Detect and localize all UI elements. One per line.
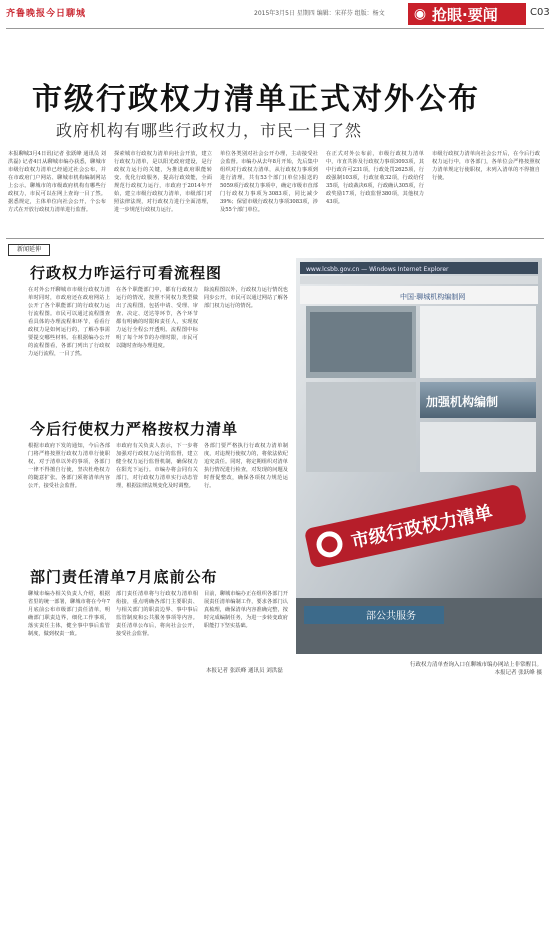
news-extension-tag: 新闻延伸 bbox=[8, 244, 50, 256]
site-header: 中国·聊城机构编制网 bbox=[400, 293, 466, 301]
section3-title: 部门责任清单7月底前公布 bbox=[30, 568, 218, 586]
photo-illustration bbox=[296, 258, 542, 654]
section3-col-2: 部门责任清单将与行政权力清单相衔接，重点明确各部门主要职责、与相关部门的职责边界、事中事后监管制度和公共服务事项等内容。责任清单公布后，将向社会公开，接受社会监督。 bbox=[116, 591, 198, 637]
section1-col-1: 在对外公开聊城市市级行政权力清单时同时，市政府还在政府网站上公开了各个职能部门的行政权力运行流程图。市民可以通过流程图查看具体的办理流程和环节，看看行政权力是如何运行的，了解办事需要提交哪些材料。在根据编办公开的流程图看，各部门列出了行政权力运行流程，一目了然。 bbox=[28, 287, 110, 357]
lead-rule bbox=[6, 238, 544, 239]
section2-col-3: 各部门要严格执行行政权力清单制度，对违规行使权力的，将依法依纪追究责任。同时，将定期组织对清单执行情况进行检查，对发现的问题及时督促整改，确保各项权力规范运行。 bbox=[204, 443, 288, 489]
section-label bbox=[408, 3, 550, 25]
header-rule bbox=[6, 28, 544, 29]
section3-col-3: 目前，聊城市编办正在组织各部门开展责任清单编制工作，要求各部门认真梳理，确保清单内容准确完整，按时完成编制任务，为进一步转变政府职能打下坚实基础。 bbox=[204, 591, 288, 629]
section1-col-3: 除流程图以外，行政权力运行情况也同步公开，市民可以通过网站了解各部门权力运行的情况。 bbox=[204, 287, 288, 309]
eye-icon: ◉ bbox=[413, 6, 427, 22]
section-bar bbox=[408, 3, 526, 25]
section2-col-1: 根据市政府下发的通知，今后各部门将严格按照行政权力清单行使职权，对于清单以外的事项，各部门一律不得擅自行使，坚决杜绝权力的随意扩张。各部门须将清单内容公开，接受社会监督。 bbox=[28, 443, 110, 489]
author-credit: 本报记者 张跃峰 通讯员 刘洪磊 bbox=[206, 668, 283, 674]
newspaper-logo: 齐鲁晚报今日聊城 bbox=[6, 9, 87, 19]
photo-credit: 本报记者 张跃峰 摄 bbox=[494, 670, 542, 676]
page-number: C03 bbox=[530, 7, 550, 18]
lead-col-1: 本报聊城3月4日讯(记者 张跃峰 通讯员 刘洪磊) 记者4日从聊城市编办获悉，聊城市市级行政权力清单已经通过社会公布，并在市政府门户网站、聊城市机构编制网站上公示。聊城市的市级政府机构有哪些行政权力，市民可以在网上查询一目了然。据悉规定，主体单位向社会公开，个公布方式在开放行政权力清单进行监督。 bbox=[8, 151, 106, 213]
browser-title: www.lcsbb.gov.cn — Windows Internet Explorer bbox=[306, 266, 449, 273]
section1-col-2: 在各个职能部门中，都有行政权力运行的情况，按照不同权力类型做出了流程图，包括申请、受理、审查、决定、送达等环节，各个环节都有明确的时限和责任人，实现权力运行全程公开透明。流程图中标明了每个环节的办理时限，市民可以随时查询办理进度。 bbox=[116, 287, 198, 349]
website-photo bbox=[296, 258, 542, 654]
section1-title: 行政权力咋运行可看流程图 bbox=[30, 264, 223, 282]
headline: 市级行政权力清单正式对外公布 bbox=[32, 82, 480, 117]
section3-col-1: 聊城市编办相关负责人介绍，根据省里的统一部署，聊城市将在今年7月底前公布市级部门责任清单，明确部门职责边界，细化工作事项，落实责任主体，健全事中事后监管制度，做到权责一致。 bbox=[28, 591, 110, 637]
issue-meta: 2015年3月5日 星期四 编辑：宋祥芬 组版：杨文 bbox=[254, 10, 385, 17]
masthead bbox=[0, 0, 550, 28]
lead-col-5: 市级行政权力清单向社会公开后，在今后行政权力运行中，市各部门，各单位会严格按照权力清单规定行使职权，未列入清单的不得擅自行使。 bbox=[432, 151, 540, 181]
subhead: 政府机构有哪些行政权力，市民一目了然 bbox=[56, 121, 363, 140]
bottom-bar-text: 部公共服务 bbox=[366, 611, 416, 622]
section2-col-2: 市政府有关负责人表示，下一步将加强对行政权力运行的监督，建立健全权力运行监督机制，确保权力在阳光下运行。市编办将会同有关部门，对行政权力清单实行动态管理，根据法律法规变化及时调整。 bbox=[116, 443, 198, 489]
badge-text: 市级行政权力清单 bbox=[349, 502, 495, 553]
photo-caption bbox=[296, 661, 542, 677]
lead-col-2: 探索城市行政权力清单向社会开放，建立行政权力清单，是以阳光政府建设，是行政权力运行的关键，为推进政府职能转变、优化行政服务，提高行政效能，全面规范行政权力运行，市政府于2014年开始，建立市级行政权力清单，市级部门对照法律法规，对行政权力进行全面清理，进一步规范行政权力运行。 bbox=[114, 151, 212, 213]
site-banner: 加强机构编制 bbox=[426, 395, 499, 409]
section-title: 抢眼·要闻 bbox=[432, 6, 498, 24]
photo-caption-text: 行政权力清单查询入口在聊城市编办网站上非常醒目。 bbox=[409, 662, 542, 668]
section2-title: 今后行使权力严格按权力清单 bbox=[30, 420, 239, 438]
lead-col-3: 单位各类别对社会公开办理，主动接受社会监督。市编办从去年8月开始，先后集中组织对行政权力清单，从行政权力事项到进行清理，共有53个部门(单位)报送的5059项行政权力事项中，确定市级市直部门行政权力事项为3083项，同比减少39%；保留市级行政权力事项3083项，涉及55个部门单位。 bbox=[220, 151, 318, 213]
lead-col-4: 在正式对外公布前，市级行政权力清单中，市直共涉及行政权力事项3093项，其中行政许可231项，行政处罚2625项，行政强制103项，行政征收32项，行政给付35项，行政裁决6项，行政确认305项，行政奖励17项，行政监督380项，其他权力43项。 bbox=[326, 151, 424, 205]
